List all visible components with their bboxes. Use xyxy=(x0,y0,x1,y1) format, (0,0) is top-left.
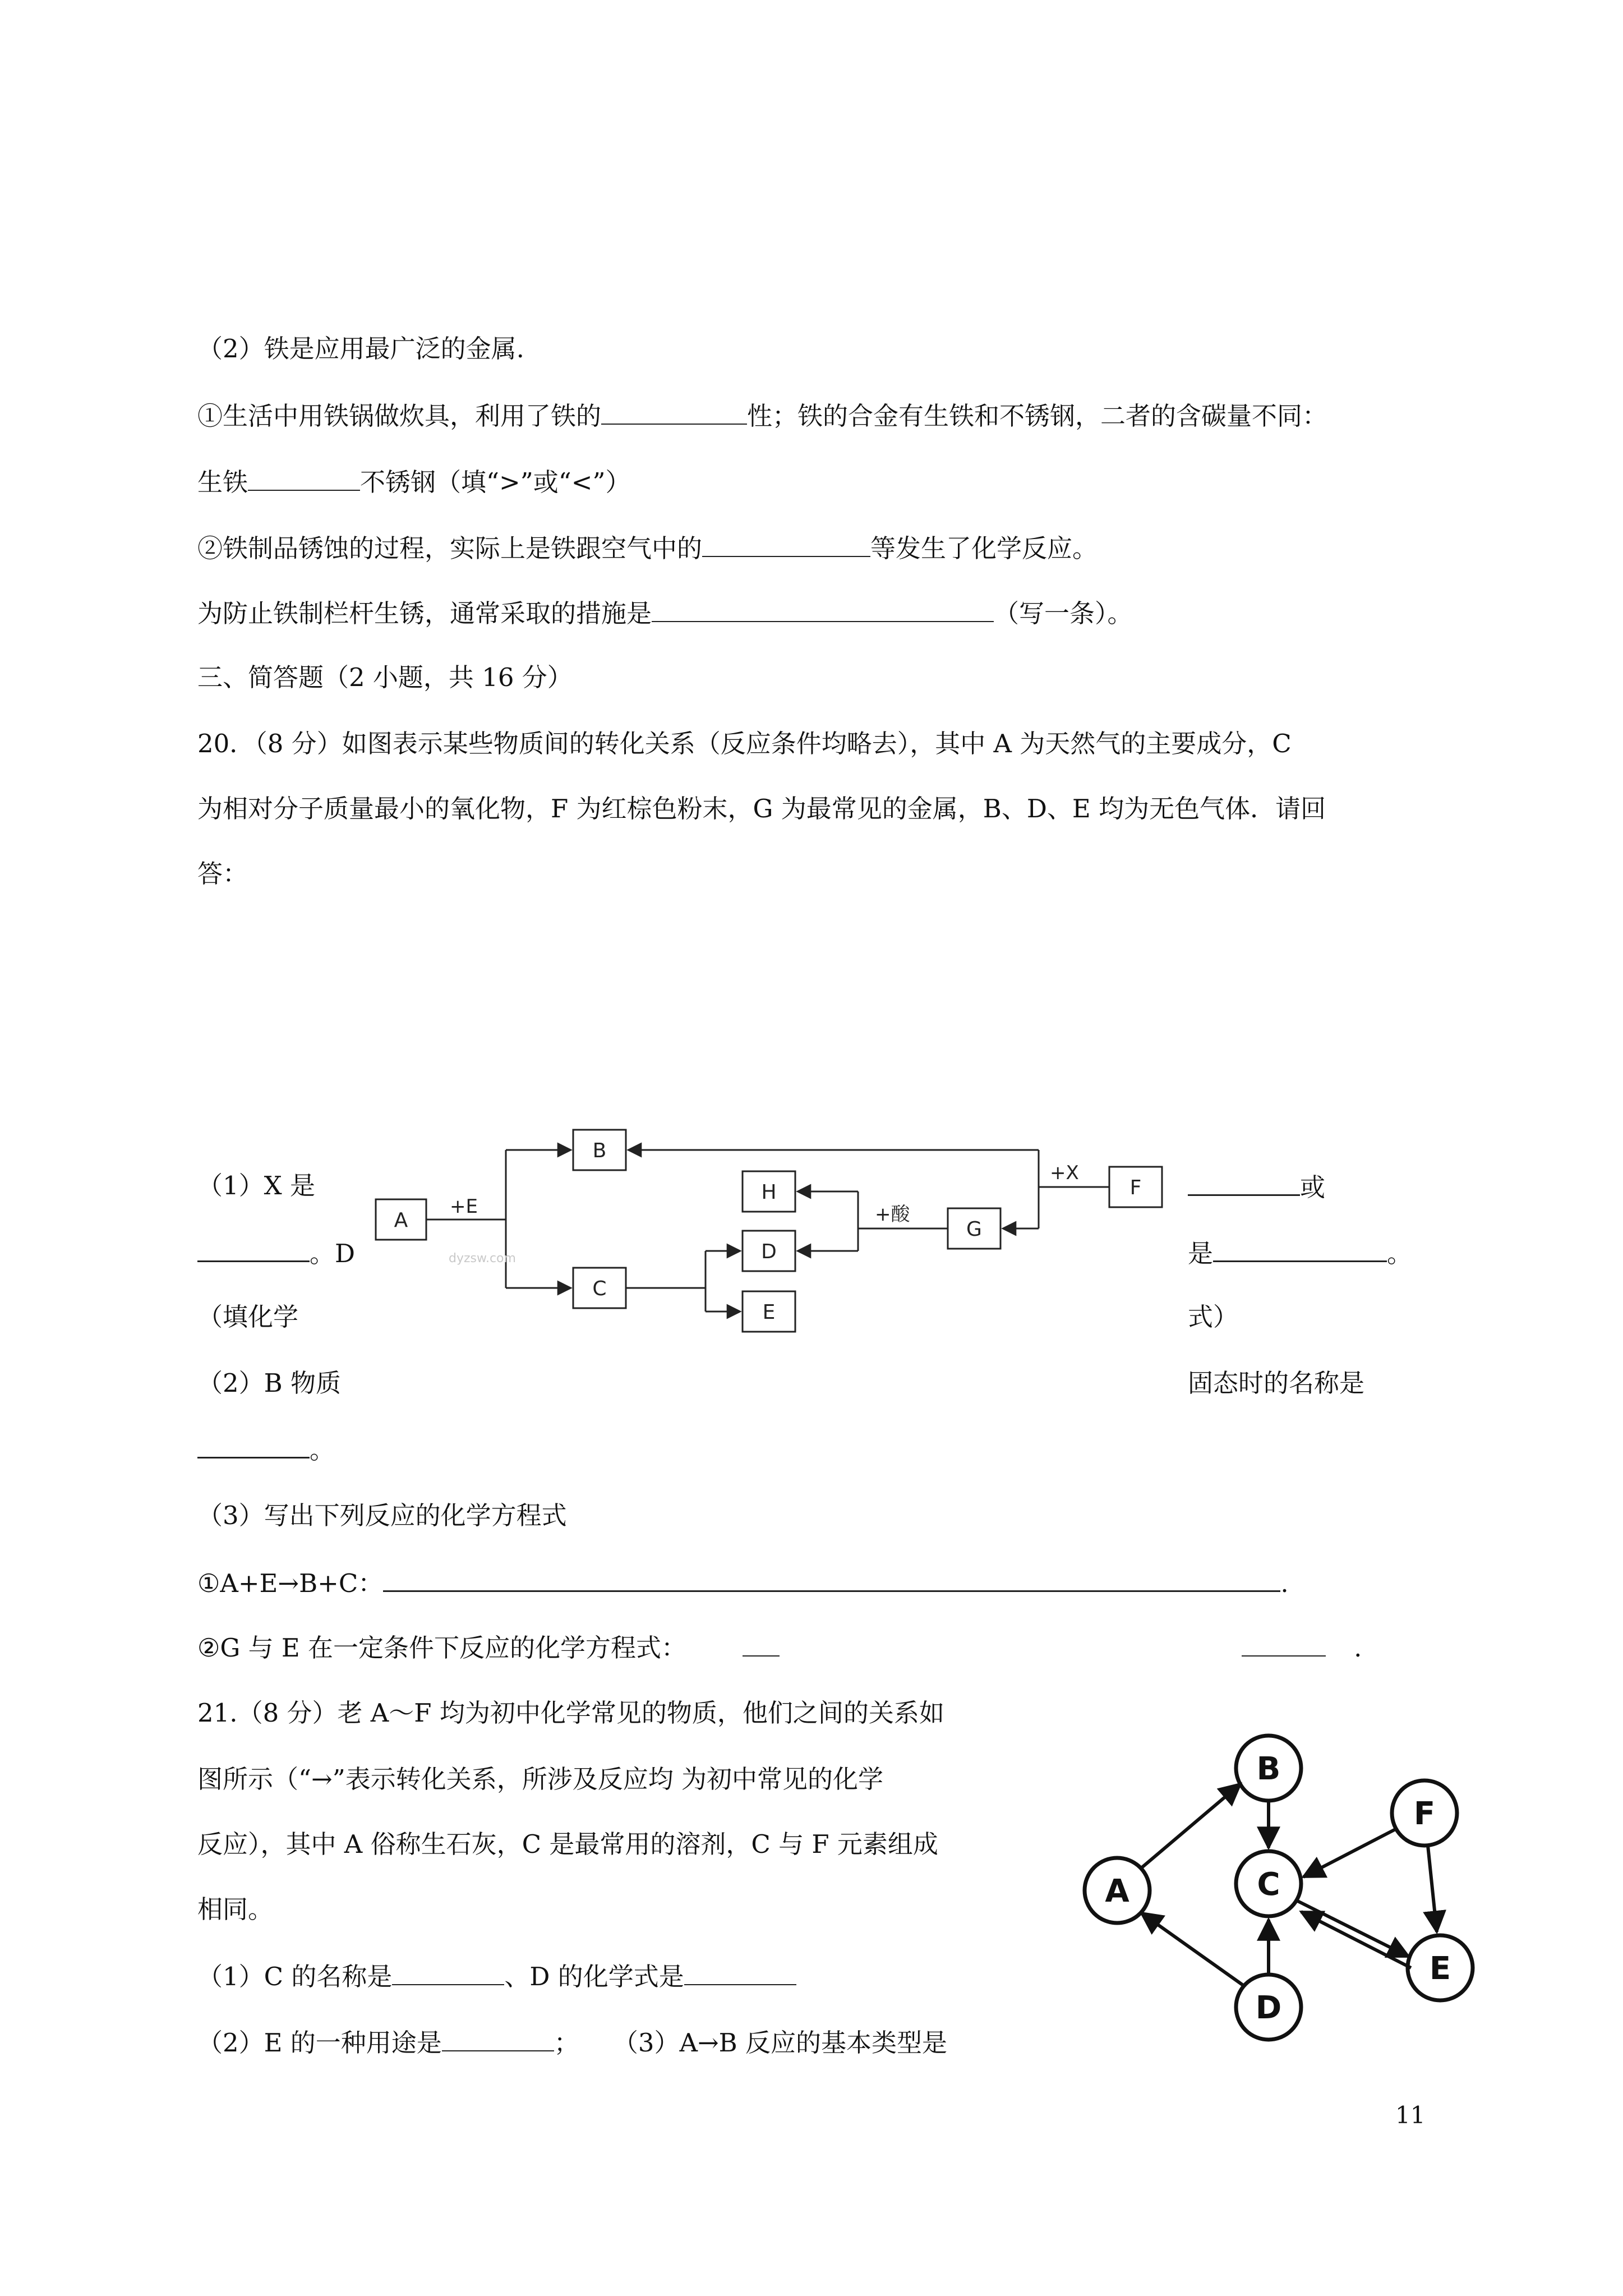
q20-sub2-left: （2）B 物质 xyxy=(197,1368,342,1398)
iron-section-title: （2）铁是应用最广泛的金属. xyxy=(197,334,524,364)
q21-line4: 相同。 xyxy=(197,1894,274,1924)
answer-blank[interactable] xyxy=(684,1959,796,1985)
q20-sub1-left-d xyxy=(197,1235,355,1271)
q20-intro-line1: 20．（8 分）如图表示某些物质间的转化关系（反应条件均略去），其中 A 为天然气的主要成分，C xyxy=(197,729,1292,758)
q21-node-c-label: C xyxy=(1257,1866,1280,1903)
q20-sub2-end: 。 xyxy=(310,1435,335,1465)
q21-node-e-label: E xyxy=(1429,1950,1451,1987)
q21-sub3: （3）A→B 反应的基本类型是 xyxy=(612,2028,948,2058)
answer-blank[interactable] xyxy=(702,531,870,557)
q20-sub1-right-or xyxy=(1188,1169,1325,1204)
iron-q3-text-b: （写一条）。 xyxy=(994,599,1133,628)
answer-blank[interactable] xyxy=(197,1432,310,1458)
node-b-label: B xyxy=(592,1139,607,1162)
q20-sub3: （3）写出下列反应的化学方程式 xyxy=(197,1501,567,1530)
q20-eq2-line xyxy=(197,1630,1362,1665)
iron-q2-text-a: ②铁制品锈蚀的过程，实际上是铁跟空气中的 xyxy=(197,533,703,563)
q21-sub1-line xyxy=(197,1959,796,1994)
iron-q1-line xyxy=(197,398,1327,433)
q20-eq1-end: . xyxy=(1280,1568,1289,1598)
node-d-label: D xyxy=(761,1240,777,1263)
node-f-label: F xyxy=(1129,1176,1142,1199)
q20-sub1-right-is xyxy=(1188,1235,1412,1271)
q20-eq1-line xyxy=(197,1565,1289,1600)
q21-sub2-b: ； xyxy=(554,2028,579,2058)
diagram-watermark: dyzsw.com xyxy=(449,1251,516,1266)
q20-intro-line3: 答： xyxy=(197,859,248,889)
q20-sub2-right: 固态时的名称是 xyxy=(1188,1368,1365,1398)
q20-eq1-label: ①A+E→B+C： xyxy=(197,1568,384,1598)
q20-flow-diagram xyxy=(359,1116,1178,1380)
answer-blank[interactable] xyxy=(1188,1169,1300,1196)
q21-node-d-label: D xyxy=(1255,1990,1282,2026)
q20-or-text: 或 xyxy=(1300,1172,1326,1202)
q21-sub2-line xyxy=(197,2025,947,2060)
answer-blank[interactable] xyxy=(652,596,994,622)
node-a-label: A xyxy=(394,1209,408,1232)
node-h-label: H xyxy=(761,1181,777,1204)
edge-label-plus-e: +E xyxy=(450,1195,478,1218)
q20-sub1-right-formula: 式） xyxy=(1188,1302,1239,1332)
q21-line2: 图所示（“→”表示转化关系，所涉及反应均 为初中常见的化学 xyxy=(197,1764,884,1794)
q21-node-b-label: B xyxy=(1256,1751,1281,1787)
q20-intro-line2: 为相对分子质量最小的氧化物，F 为红棕色粉末，G 为最常见的金属，B、D、E 均为无色气体．请回 xyxy=(197,794,1326,823)
node-g-label: G xyxy=(966,1218,982,1241)
q20-sub1-d-text: 。D xyxy=(310,1239,356,1268)
iron-q2-line xyxy=(197,531,1098,565)
q20-sub1-left-fill: （填化学 xyxy=(197,1302,299,1332)
q21-relation-diagram xyxy=(1066,1700,1503,2047)
edge-label-plus-acid: +酸 xyxy=(875,1203,910,1226)
answer-blank[interactable] xyxy=(442,2025,554,2051)
q20-eq2-end: . xyxy=(1354,1633,1362,1663)
q20-eq2-label: ②G 与 E 在一定条件下反应的化学方程式： xyxy=(197,1633,687,1663)
node-c-label: C xyxy=(592,1277,607,1300)
q20-sub2-blank-line xyxy=(197,1432,335,1467)
q21-node-f-label: F xyxy=(1413,1796,1436,1832)
iron-q1-text-a: ①生活中用铁锅做炊具，利用了铁的 xyxy=(197,401,602,431)
node-e-label: E xyxy=(762,1301,776,1324)
answer-blank[interactable] xyxy=(392,1959,504,1985)
answer-blank[interactable] xyxy=(743,1630,780,1657)
q20-sub1-left: （1）X 是 xyxy=(197,1171,315,1200)
answer-blank[interactable] xyxy=(248,464,360,491)
q21-sub1-a: （1）C 的名称是 xyxy=(197,1962,393,1991)
answer-blank[interactable] xyxy=(601,398,747,425)
iron-q2-text-b: 等发生了化学反应。 xyxy=(870,533,1098,563)
answer-blank[interactable] xyxy=(197,1235,310,1262)
edge-label-plus-x: +X xyxy=(1050,1162,1079,1184)
q20-is-end: 。 xyxy=(1387,1239,1413,1268)
answer-blank[interactable] xyxy=(1213,1235,1387,1262)
iron-q1-text-d: 不锈钢（填“>”或“<”） xyxy=(360,467,631,497)
q21-sub2-a: （2）E 的一种用途是 xyxy=(197,2028,442,2058)
iron-q1-text-b: 性；铁的合金有生铁和不锈钢，二者的含碳量不同： xyxy=(747,401,1328,431)
q21-sub1-b: 、D 的化学式是 xyxy=(504,1962,684,1991)
answer-blank[interactable] xyxy=(1242,1630,1326,1657)
iron-q1-text-c: 生铁 xyxy=(197,467,248,497)
q21-line3: 反应），其中 A 俗称生石灰，C 是最常用的溶剂，C 与 F 元素组成 xyxy=(197,1829,938,1859)
q20-is-text: 是 xyxy=(1188,1239,1214,1268)
q21-node-a-label: A xyxy=(1105,1873,1129,1910)
page-number: 11 xyxy=(1395,2101,1426,2129)
q21-line1: 21.（8 分）老 A～F 均为初中化学常见的物质，他们之间的关系如 xyxy=(197,1698,944,1728)
iron-q3-line xyxy=(197,596,1133,631)
answer-blank[interactable] xyxy=(383,1565,1280,1592)
section3-heading: 三、简答题（2 小题，共 16 分） xyxy=(197,662,573,692)
iron-q3-text-a: 为防止铁制栏杆生锈，通常采取的措施是 xyxy=(197,599,652,628)
iron-q1-line2 xyxy=(197,464,630,499)
